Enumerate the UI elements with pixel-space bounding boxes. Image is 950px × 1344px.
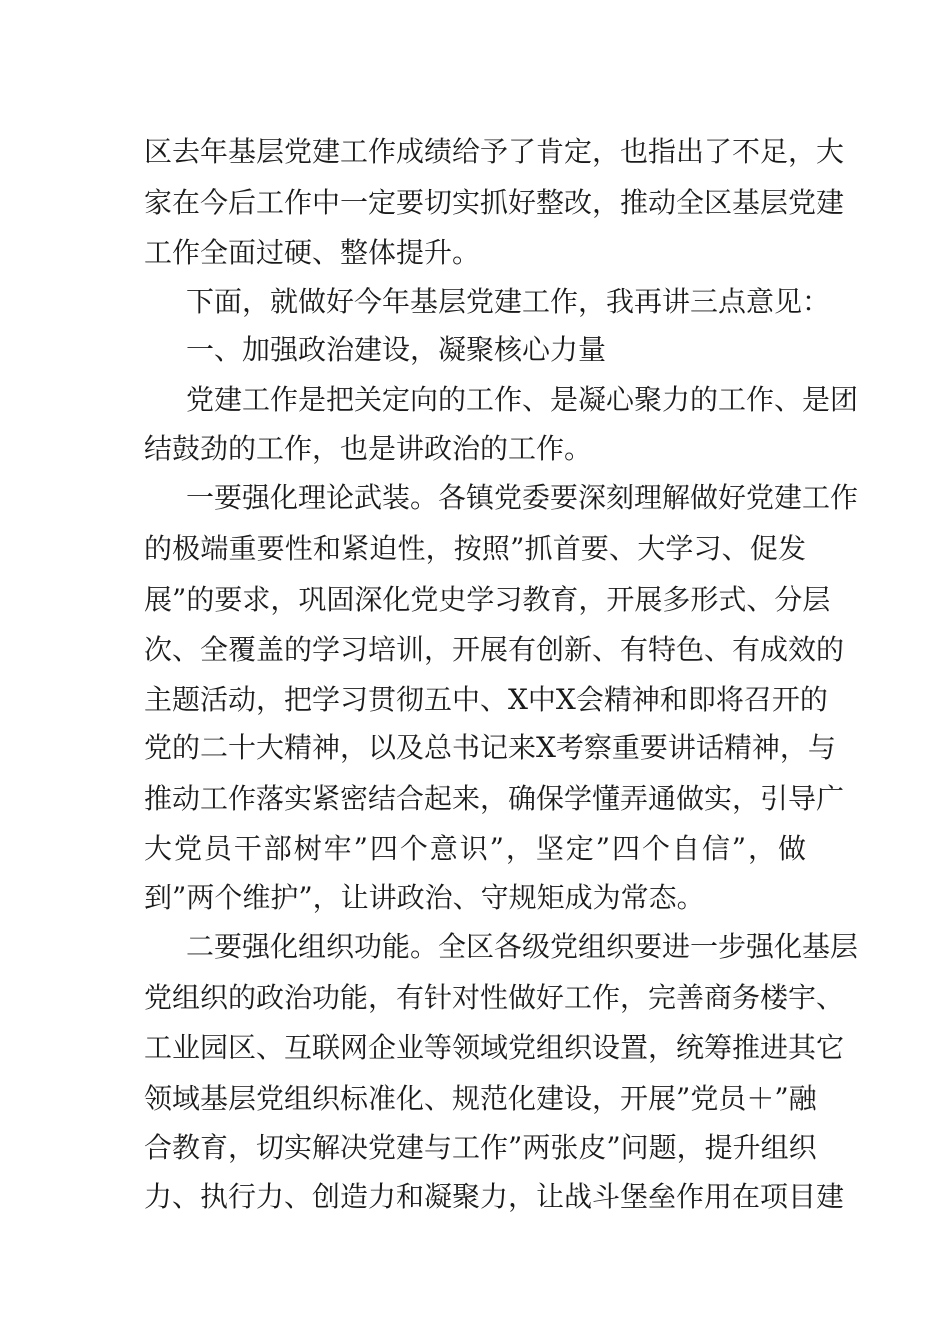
text-line: 的极端重要性和紧迫性，按照”抓首要、大学习、促发 bbox=[144, 532, 806, 565]
text-line: 次、全覆盖的学习培训，开展有创新、有特色、有成效的 bbox=[144, 633, 845, 666]
text-line: 到”两个维护”，让讲政治、守规矩成为常态。 bbox=[144, 881, 705, 914]
text-line: 区去年基层党建工作成绩给予了肯定，也指出了不足，大 bbox=[144, 135, 845, 168]
section-heading: 一、加强政治建设，凝聚核心力量 bbox=[186, 333, 607, 366]
paragraph-first-line: 下面，就做好今年基层党建工作，我再讲三点意见： bbox=[186, 285, 831, 318]
text-line: 家在今后工作中一定要切实抓好整改，推动全区基层党建 bbox=[144, 186, 845, 219]
text-line: 党的二十大精神，以及总书记来X考察重要讲话精神，与 bbox=[144, 731, 836, 764]
paragraph-first-line: 一要强化理论武装。各镇党委要深刻理解做好党建工作 bbox=[186, 481, 859, 514]
text-line: 主题活动，把学习贯彻五中、X中X会精神和即将召开的 bbox=[144, 683, 828, 716]
paragraph-first-line: 二要强化组织功能。全区各级党组织要进一步强化基层 bbox=[186, 930, 859, 963]
text-line: 领域基层党组织标准化、规范化建设，开展”党员＋”融 bbox=[144, 1082, 817, 1115]
text-line: 大党员干部树牢”四个意识”，坚定”四个自信”，做 bbox=[144, 832, 806, 865]
text-line: 合教育，切实解决党建与工作”两张皮”问题，提升组织 bbox=[144, 1131, 817, 1164]
text-line: 展”的要求，巩固深化党史学习教育，开展多形式、分层 bbox=[144, 583, 831, 616]
text-line: 工作全面过硬、整体提升。 bbox=[144, 236, 481, 269]
text-line: 工业园区、互联网企业等领域党组织设置，统筹推进其它 bbox=[144, 1031, 845, 1064]
text-line: 结鼓劲的工作，也是讲政治的工作。 bbox=[144, 432, 593, 465]
text-line: 党组织的政治功能，有针对性做好工作，完善商务楼宇、 bbox=[144, 981, 845, 1014]
paragraph-first-line: 党建工作是把关定向的工作、是凝心聚力的工作、是团 bbox=[186, 383, 859, 416]
text-line: 推动工作落实紧密结合起来，确保学懂弄通做实，引导广 bbox=[144, 782, 845, 815]
text-line: 力、执行力、创造力和凝聚力，让战斗堡垒作用在项目建 bbox=[144, 1180, 845, 1213]
